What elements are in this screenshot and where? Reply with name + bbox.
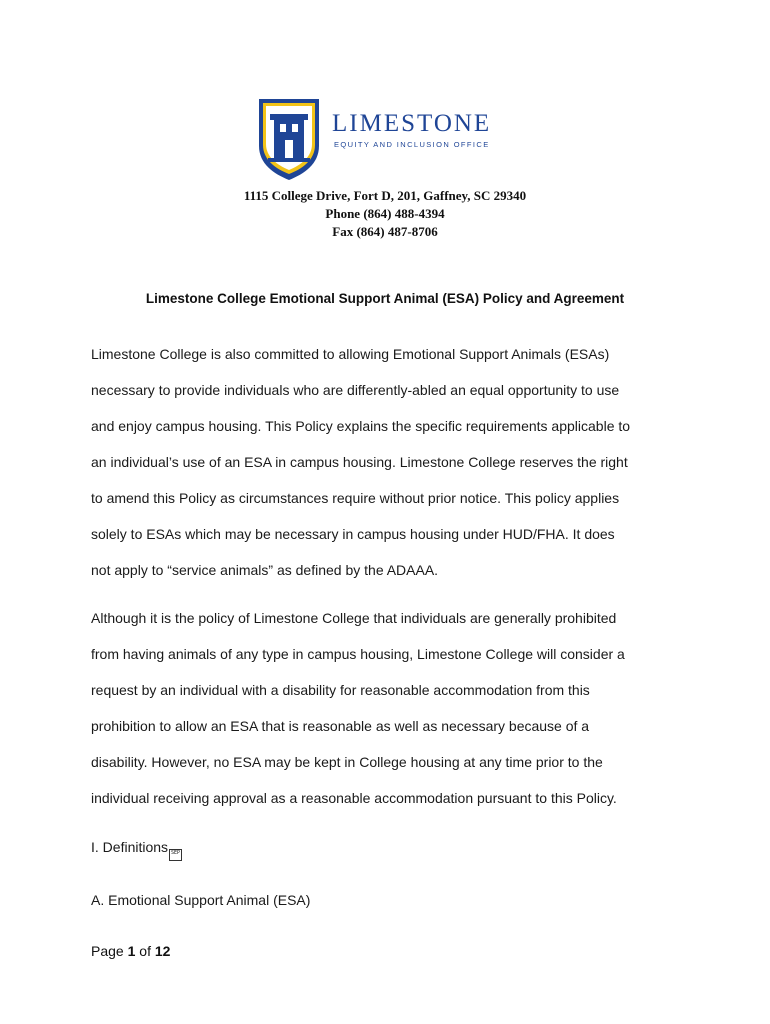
subsection-heading-esa: A. Emotional Support Animal (ESA) xyxy=(91,892,311,908)
paragraph-policy xyxy=(91,608,691,824)
address-phone: Phone (864) 488-4394 xyxy=(325,206,445,221)
paragraph-line: an individual’s use of an ESA in campus housing. Limestone College reserves the right xyxy=(91,454,628,470)
total-pages-number: 12 xyxy=(154,943,171,959)
paragraph-line: Limestone College is also committed to allowing Emotional Support Animals (ESAs) xyxy=(91,346,610,362)
document-title: Limestone College Emotional Support Animal (ESA) Policy and Agreement xyxy=(145,291,625,306)
paragraph-line: necessary to provide individuals who are differently-abled an equal opportunity to use xyxy=(91,382,620,398)
crest-icon xyxy=(256,96,322,182)
paragraph-line: from having animals of any type in campus housing, Limestone College will consider a xyxy=(91,646,625,662)
page-label: Page xyxy=(91,943,124,959)
paragraph-line: solely to ESAs which may be necessary in campus housing under HUD/FHA. It does xyxy=(91,526,615,542)
section-heading-definitions xyxy=(91,837,182,861)
section-heading-text: I. Definitions xyxy=(91,839,169,855)
paragraph-line: prohibition to allow an ESA that is reasonable as well as necessary because of a xyxy=(91,718,590,734)
logo-office-text: EQUITY AND INCLUSION OFFICE xyxy=(334,140,490,149)
logo-brand-text: LIMESTONE xyxy=(332,110,492,137)
paragraph-line: to amend this Policy as circumstances require without prior notice. This policy applies xyxy=(91,490,620,506)
address-block xyxy=(0,187,770,241)
paragraph-line: disability. However, no ESA may be kept in College housing at any time prior to the xyxy=(91,754,603,770)
current-page-number: 1 xyxy=(127,943,136,959)
paragraph-line: individual receiving approval as a reasonable accommodation pursuant to this Policy. xyxy=(91,790,617,806)
limestone-logo xyxy=(256,96,526,182)
paragraph-line: and enjoy campus housing. This Policy explains the specific requirements applicable to xyxy=(91,418,631,434)
of-label: of xyxy=(139,943,151,959)
address-fax: Fax (864) 487-8706 xyxy=(332,224,438,239)
paragraph-line: request by an individual with a disability for reasonable accommodation from this xyxy=(91,682,590,698)
paragraph-intro xyxy=(91,344,691,596)
paragraph-line: Although it is the policy of Limestone College that individuals are generally prohibited xyxy=(91,610,617,626)
paragraph-line: not apply to “service animals” as defined by the ADAAA. xyxy=(91,562,439,578)
address-street: 1115 College Drive, Fort D, 201, Gaffney, SC 29340 xyxy=(243,188,527,203)
separator-glyph-icon: SEP xyxy=(169,849,182,861)
page-footer xyxy=(91,941,170,961)
